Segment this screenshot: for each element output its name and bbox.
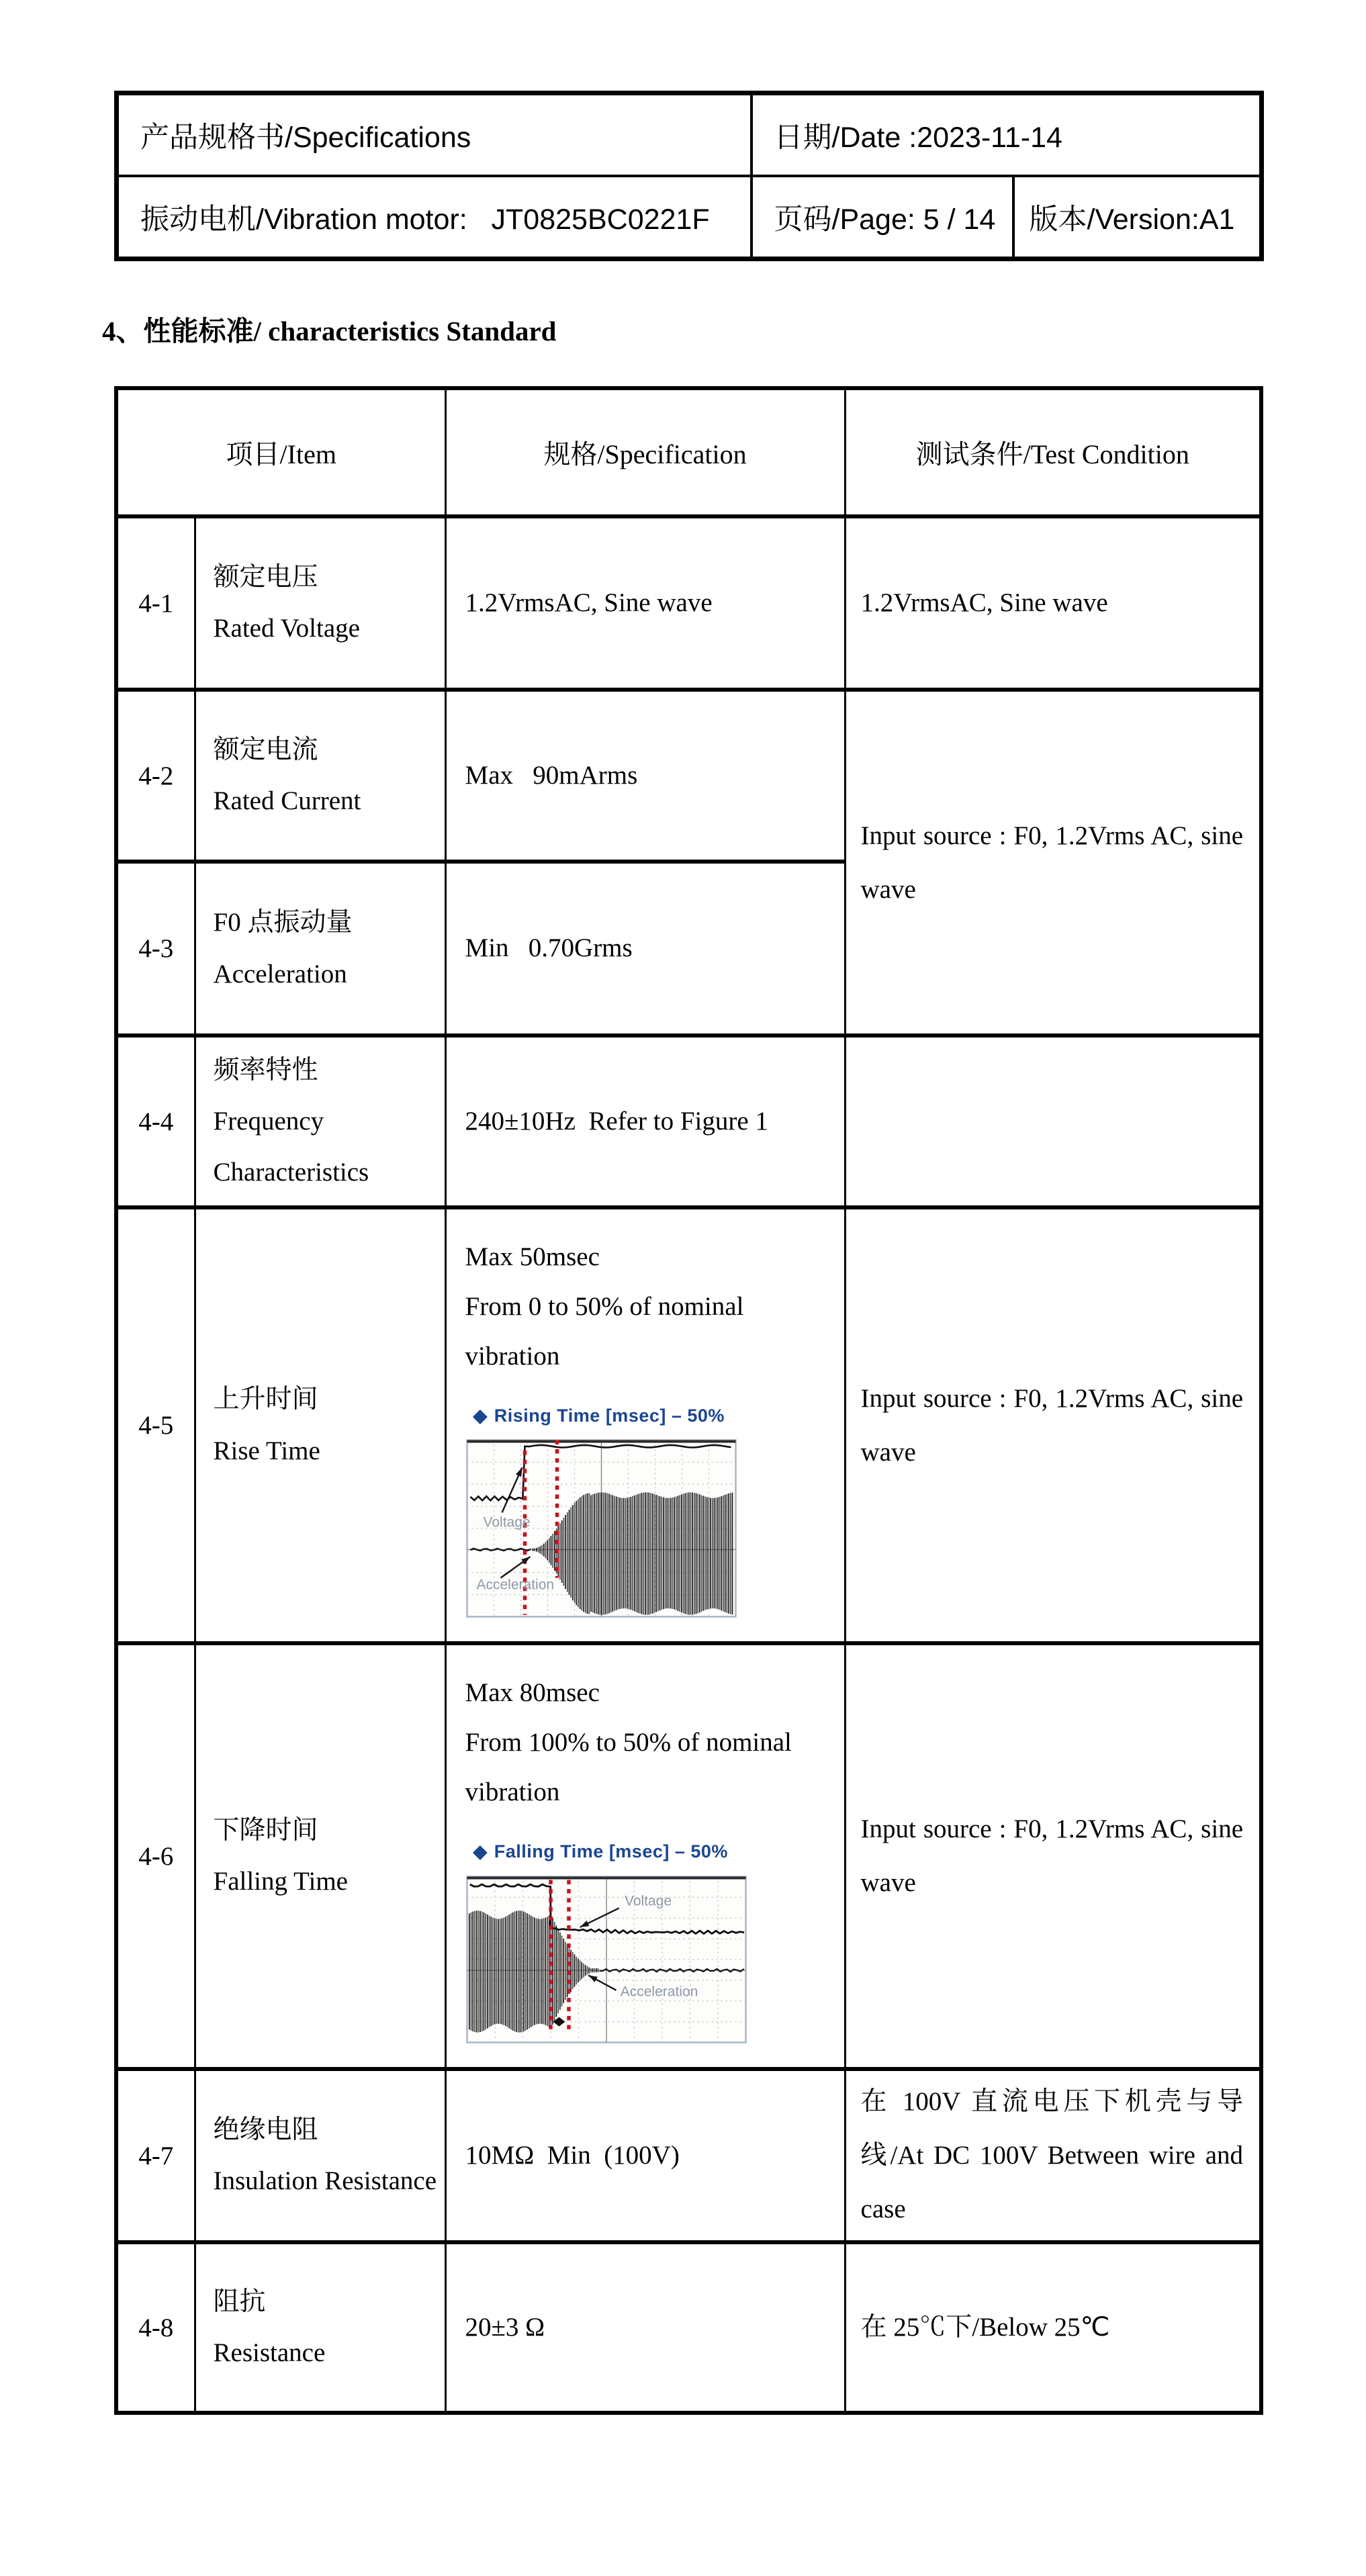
col-header-condition: 测试条件/Test Condition [845,388,1261,516]
spec-cell: 10MΩ Min (100V) [445,2069,845,2242]
spec-cell: Max 90mArms [445,690,845,862]
table-row-4-1 [116,516,1261,690]
doc-header-table [114,91,1264,261]
item-name-cn: 额定电压 [213,562,318,592]
table-row-4-6 [116,1643,1261,2069]
table-row-4-5 [116,1207,1261,1643]
spec-cell [445,1643,845,2069]
voltage-trace-label: Voltage [483,1514,531,1530]
spec-cell: 20±3 Ω [445,2242,845,2413]
spec-text-line: Max 50msec [465,1242,600,1271]
version-cell: 版本/Version:A1 [1013,176,1262,259]
voltage-trace-label: Voltage [624,1893,672,1909]
item-no-cell: 4-7 [116,2069,195,2242]
table-row-4-8 [116,2242,1261,2413]
item-name-en: Insulation Resistance [213,2166,437,2195]
characteristics-table [114,386,1263,2415]
item-name-cn: F0 点振动量 [213,908,353,937]
falling-time-oscillogram [465,1875,747,2044]
item-name-en: Acceleration [213,959,347,988]
item-no-cell: 4-4 [116,1036,195,1207]
condition-cell: Input source : F0, 1.2Vrms AC, sine wave [845,1643,1261,2069]
item-name-cell [195,1036,445,1207]
figure-title-text: Rising Time [msec] – 50% [494,1405,725,1426]
condition-cell: Input source : F0, 1.2Vrms AC, sine wave [845,1207,1261,1643]
doc-title-cell: 产品规格书/Specifications [117,93,752,177]
table-row-4-4 [116,1036,1261,1207]
spec-cell: 240±10Hz Refer to Figure 1 [445,1036,845,1207]
doc-header-row-1 [117,93,1262,177]
item-no-cell: 4-2 [116,690,195,862]
table-header-row [116,388,1261,516]
condition-cell: 在 25℃下/Below 25℃ [845,2242,1261,2413]
item-no-cell: 4-6 [116,1643,195,2069]
spec-cell: 1.2VrmsAC, Sine wave [445,516,845,690]
rising-time-oscillogram [465,1438,737,1618]
table-row-4-2 [116,690,1261,862]
item-name-cell [195,862,445,1036]
acceleration-trace-label: Acceleration [476,1577,554,1594]
condition-cell-empty [845,1036,1261,1207]
figure-title-text: Falling Time [msec] – 50% [494,1841,728,1862]
col-header-item: 项目/Item [116,388,445,516]
spec-text-line: Max 80msec [465,1678,600,1708]
figure-title [473,1835,836,1869]
item-name-cell [195,690,445,862]
product-model-cell: 振动电机/Vibration motor: JT0825BC0221F [117,176,752,259]
item-name-cn: 额定电流 [213,735,318,764]
figure-title [473,1399,836,1433]
acceleration-trace-label: Acceleration [620,1984,698,2000]
item-no-cell: 4-5 [116,1207,195,1643]
col-header-spec: 规格/Specification [445,388,845,516]
spec-text-line: From 100% to 50% of nominal vibration [465,1728,792,1807]
page-number-cell: 页码/Page: 5 / 14 [752,176,1013,259]
rising-time-figure [465,1399,836,1618]
section-title: 4、性能标准/ characteristics Standard [102,316,557,347]
condition-cell-merged: Input source : F0, 1.2Vrms AC, sine wave [845,690,1261,1036]
diamond-icon: ◆ [473,1405,488,1426]
item-no-cell: 4-8 [116,2242,195,2413]
diamond-icon: ◆ [473,1841,488,1862]
item-name-en: Rated Current [213,786,361,815]
item-name-cn: 阻抗 [213,2287,266,2316]
item-name-cn: 绝缘电阻 [213,2115,318,2144]
condition-cell: 1.2VrmsAC, Sine wave [845,516,1261,690]
item-name-en: Rated Voltage [213,614,360,643]
item-name-en: Falling Time [213,1867,348,1896]
item-name-cell [195,516,445,690]
condition-cell: 在 100V 直流电压下机壳与导线/At DC 100V Between wire and case [845,2069,1261,2242]
item-name-en: Frequency Characteristics [213,1106,369,1187]
item-name-cn: 下降时间 [213,1815,318,1845]
item-name-cell [195,1207,445,1643]
item-no-cell: 4-1 [116,516,195,690]
item-name-cn: 上升时间 [213,1385,318,1414]
item-name-en: Resistance [213,2338,326,2367]
spec-text-line: From 0 to 50% of nominal vibration [465,1291,744,1371]
doc-header-row-2 [117,176,1262,259]
item-name-cn: 频率特性 [213,1055,318,1085]
item-name-cell [195,1643,445,2069]
spec-cell [445,1207,845,1643]
item-name-cell [195,2242,445,2413]
item-name-cell [195,2069,445,2242]
item-name-en: Rise Time [213,1436,320,1465]
table-row-4-7 [116,2069,1261,2242]
doc-date-cell: 日期/Date :2023-11-14 [752,93,1262,177]
falling-time-figure [465,1835,836,2043]
spec-cell: Min 0.70Grms [445,862,845,1036]
item-no-cell: 4-3 [116,862,195,1036]
